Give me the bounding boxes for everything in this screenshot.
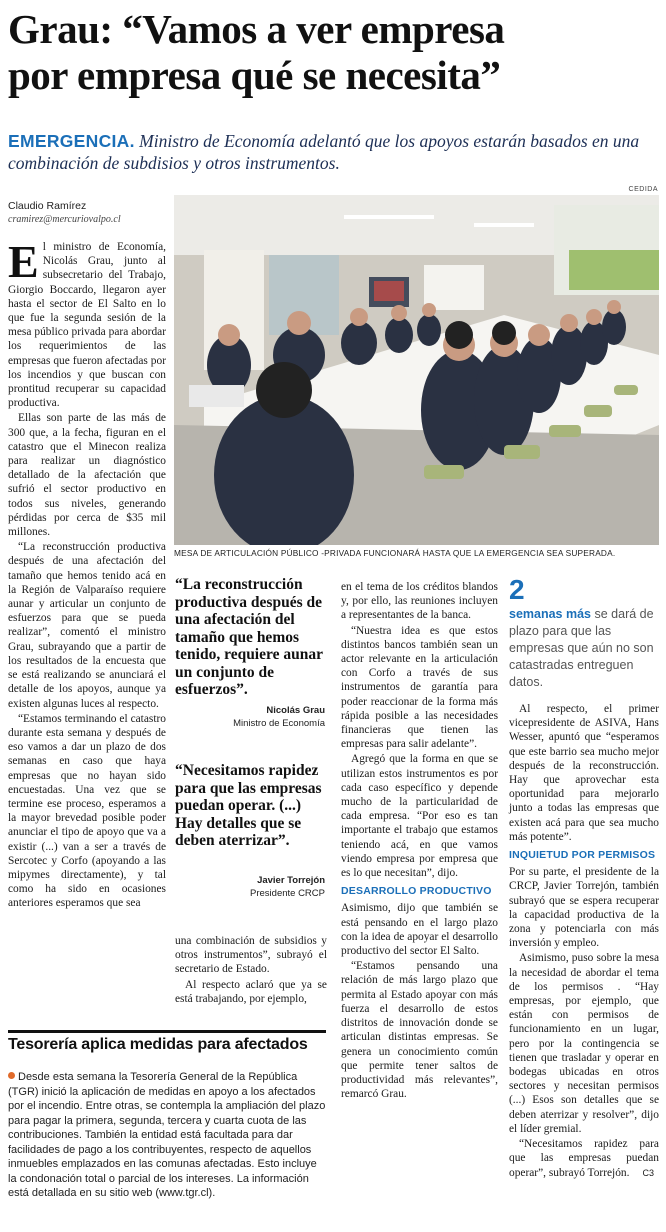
subhead-permisos: INQUIETUD POR PERMISOS [509, 849, 656, 862]
paragraph: El ministro de Economía, Nicolás Grau, junto al subsecretario del Trabajo, Giorgio Boccardo, llegaron ayer hasta el sector de El Salto en lo que fue la segunda sesión de la mesa público privada para abordar los requerimientos de las empresas que fueron afectadas por los incendios y que buscan con prontitud recuperar su capacidad productiva. [8, 236, 166, 410]
paragraph: Al respecto, el primer vicepresidente de ASIVA, Hans Wesser, apuntó que “esperamos que este barrio sea mucho mejor después de la reconstrucción. Hay que aprovechar esta oportunidad para mejorarlo junto a todas las empresas que existen acá para que sea mucho más potente”. [509, 703, 659, 843]
headline-line-2: por empresa qué se necesita” [8, 52, 501, 98]
quote-1-name: Nicolás Grau [266, 705, 325, 716]
paragraph: una combinación de subsidios y otros instrumentos”, subrayó el secretario de Estado. [175, 935, 327, 976]
quote-1-role: Ministro de Economía [233, 718, 325, 729]
quote-2-role: Presidente CRCP [250, 888, 325, 899]
author-name: Claudio Ramírez [8, 200, 87, 212]
pull-quote-1: “La reconstrucción productiva después de una afectación del tamaño que hemos tenido, requiere aunar un conjunto de esfuerzos”. [175, 576, 323, 698]
paragraph: Ellas son parte de las más de 300 que, a la fecha, figuran en el catastro que el Minecon realiza para realizar un diagnóstico detallado de la afectación que sufrió el sector productivo en todos sus niveles, generando pérdidas por cerca de $35 mil millones. [8, 412, 166, 539]
box-body: Desde esta semana la Tesorería General de la República (TGR) inició la aplicación de medidas en apoyo a los afectados por el incendio. Entre otras, se contempla la ampliación del plazo para pagar la primera, segunda, tercera y cuarta cuota de las contribuciones. También la entidad está facultada para dar facilidades de pago a los contribuyentes, respecto de aquellos inmuebles emplazados en las comunas afectadas. Esto incluye la condonación total o parcial de los intereses. La información está detallada en su sitio web (www.tgr.cl). [8, 1071, 326, 1199]
stat-text: semanas más se dará de plazo para que las empresas que aún no son catastradas entreguen datos. [509, 607, 654, 689]
photo-credit: CEDIDA [628, 186, 658, 193]
deck-text: Ministro de Economía adelantó que los apoyos estarán basados en una combinación de subdisios y otros instrumentos. [8, 131, 640, 173]
paragraph: Agregó que la forma en que se utilizan estos instrumentos es por cada caso específico y depende mucho de la particularidad de cada empresa. “Por eso es tan importante el trabajo que estamos teniendo acá, en que vamos viendo empresa por empresa que es lo que necesitan”, dijo. [341, 753, 498, 880]
deck [8, 130, 658, 174]
stat-bold: semanas más [509, 607, 592, 621]
paragraph: “La reconstrucción productiva después de una afectación del tamaño que hemos tenido acá en la Región de Valparaíso requiere aunar y articular un conjunto de esfuerzos para que se pueda realizar”, comentó el ministro Grau, subrayando que a partir de los resultados de la encuesta que se está realizando se anunciará el detalle de los apoyos, aunque ya existen algunas luces al respecto. [8, 541, 166, 710]
bullet-dot-icon [8, 1072, 15, 1079]
paragraph: Por su parte, el presidente de la CRCP, Javier Torrejón, también subrayó que se espera recuperar la capacidad productiva de la zona y potenciarla con más inversión y empleo. [509, 866, 659, 950]
author-email[interactable]: cramirez@mercuriovalpo.cl [8, 214, 121, 225]
article-photo [174, 195, 659, 545]
paragraph: Al respecto aclaró que ya se está trabajando, por ejemplo, [175, 978, 327, 1005]
end-mark: C3 [642, 1167, 654, 1178]
paragraph: “Estamos pensando una relación de más largo plazo que permita al Estado apoyar con más fuerza el desarrollo de estos distritos de innovación donde se articulan distintas empresas. Se genera un conocimiento común que permite tener saltos de productividad más relevantes”, remarcó Grau. [341, 960, 498, 1101]
subhead-desarrollo: DESARROLLO PRODUCTIVO [341, 885, 492, 898]
box-title: Tesorería aplica medidas para afectados [8, 1036, 308, 1053]
paragraph: Asimismo, puso sobre la mesa la necesidad de abordar el tema de los permisos . “Hay empresas, por ejemplo, que están con permisos de funcionamiento en un lugar, pero por la contingencia se tienen que trasladar y operar en bodegas ubicadas en otros sectores y necesitan permisos (...) Esos son detalles que se deben aterrizar y resolver”, dijo el líder gremial. [509, 952, 659, 1135]
pull-quote-2: “Necesitamos rapidez para que las empresas puedan operar. (...) Hay detalles que se deben aterrizar”. [175, 762, 322, 849]
paragraph: Asimismo, dijo que también se está pensando en el largo plazo con la idea de apoyar el desarrollo productivo del sector El Salto. [341, 902, 498, 958]
headline [8, 6, 658, 98]
box-top-rule [8, 1030, 326, 1033]
column-3 [341, 580, 498, 1102]
paragraph: “Necesitamos rapidez para que las empresas puedan operar”, subrayó Torrejón. C3 [509, 1138, 659, 1179]
column-2-text [175, 934, 327, 1007]
column-4 [509, 702, 659, 1181]
photo-caption: MESA DE ARTICULACIÓN PÚBLICO -PRIVADA FUNCIONARÁ HASTA QUE LA EMERGENCIA SEA SUPERADA. [174, 548, 616, 558]
paragraph: “Nuestra idea es que estos distintos bancos también sean un actor relevante en la articulación con Corfo a través de sus instrumentos de garantía para poder reaccionar de la forma más rápida posible a las necesidades financieras que tienen las empresas para salir adelante”. [341, 624, 498, 751]
stat-number: 2 [509, 574, 525, 605]
column-1 [8, 236, 166, 912]
drop-cap: E [8, 236, 39, 287]
headline-line-1: Grau: “Vamos a ver empresa [8, 6, 505, 52]
pull-quote-1-attribution [175, 704, 325, 730]
quote-2-name: Javier Torrejón [257, 875, 325, 886]
deck-tag: EMERGENCIA. [8, 131, 135, 151]
paragraph: en el tema de los créditos blandos y, por ello, las reuniones incluyen a representantes de la banca. [341, 581, 498, 622]
pull-quote-2-attribution [175, 874, 325, 900]
meeting-photo-illustration [174, 195, 659, 545]
paragraph: “Estamos terminando el catastro durante esta semana y después de eso vamos a dar un plazo de dos semanas en caso que haya empresas que no hayan sido encuestadas. Una vez que se termine ese proceso, esperamos a la mayor brevedad posible poder anunciar el tipo de apoyo que va a existir (...) van a ser a través de Sercotec y Corfo (apoyando a las mipymes directamente), y tal como ha sido en ocasiones anteriores esperamos que sea [8, 712, 166, 910]
